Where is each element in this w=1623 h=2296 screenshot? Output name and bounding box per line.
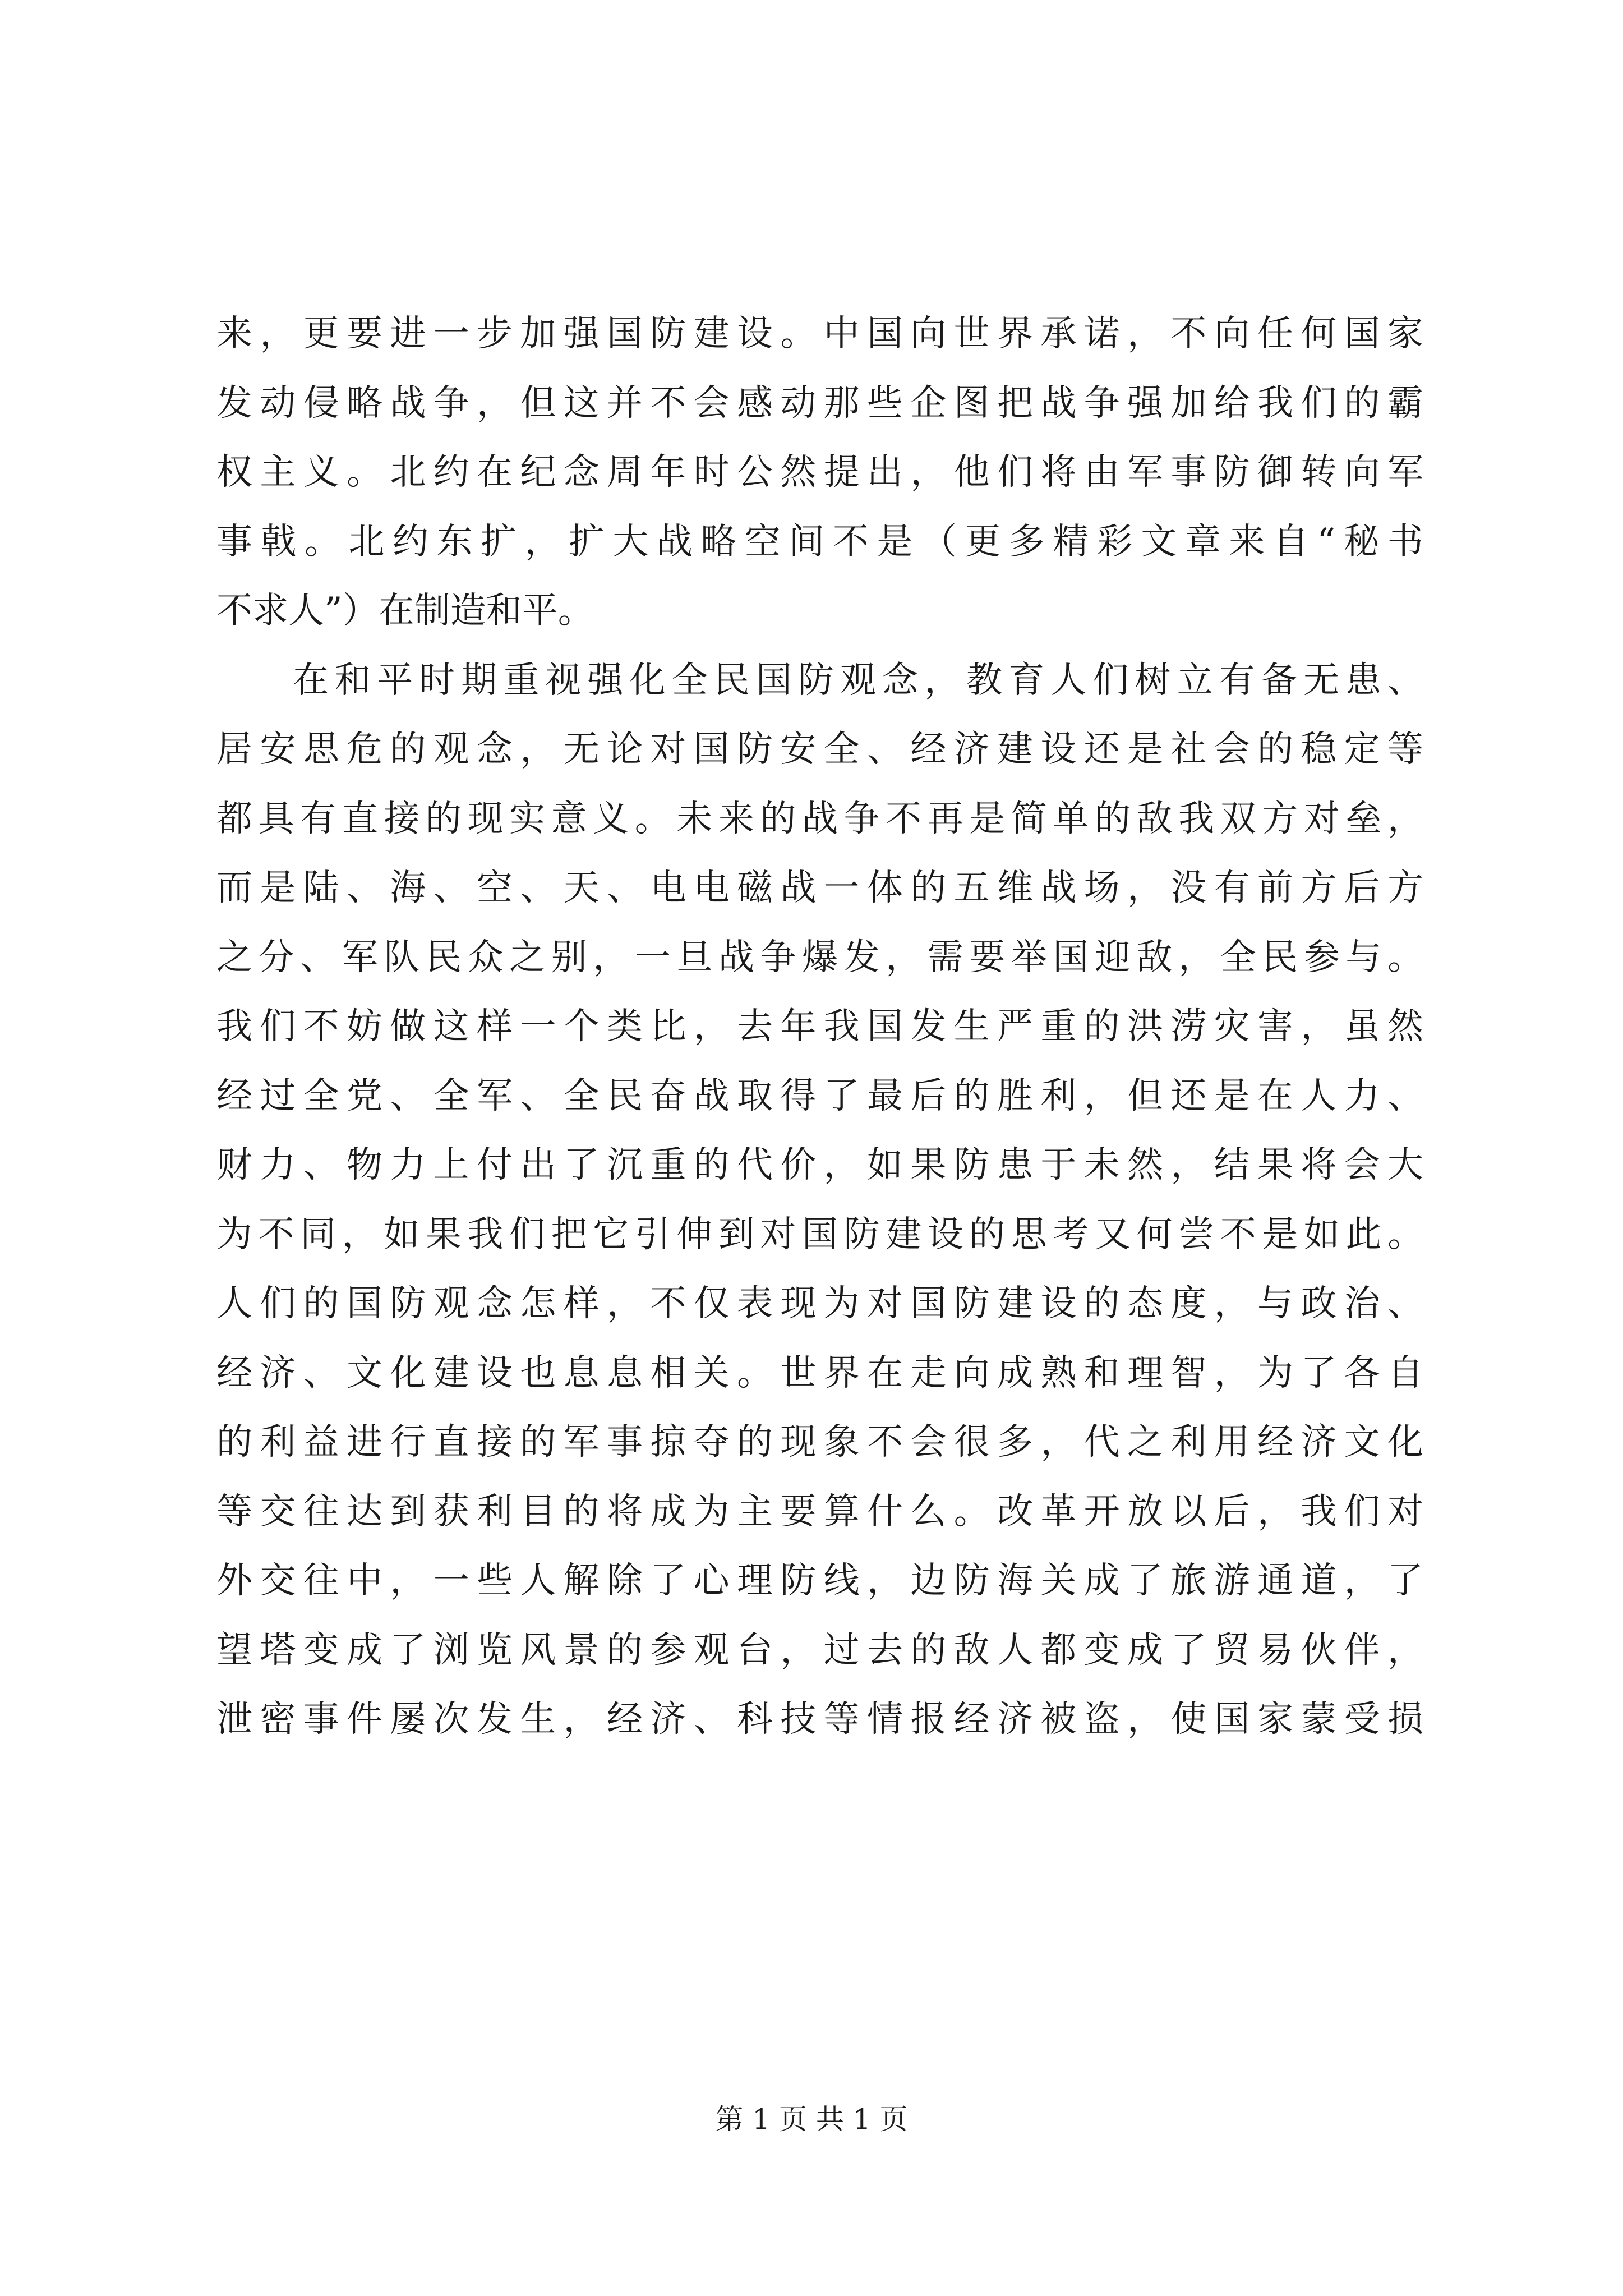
page-footer (0, 2102, 1623, 2136)
text-line: 人们的国防观念怎样，不仅表现为对国防建设的态度，与政治、 (216, 1283, 1423, 1324)
text-line: 都具有直接的现实意义。未来的战争不再是简单的敌我双方对垒， (216, 798, 1423, 840)
text-line: 的利益进行直接的军事掠夺的现象不会很多，代之利用经济文化 (216, 1421, 1423, 1463)
text-line: 望塔变成了浏览风景的参观台，过去的敌人都变成了贸易伙伴， (216, 1629, 1423, 1671)
text-line: 居安思危的观念，无论对国防安全、经济建设还是社会的稳定等 (216, 729, 1423, 770)
body-text (216, 300, 1423, 1755)
text-line: 之分、军队民众之别，一旦战争爆发，需要举国迎敌，全民参与。 (216, 936, 1423, 978)
text-line: 发动侵略战争，但这并不会感动那些企图把战争强加给我们的霸 (216, 382, 1423, 424)
text-line: 外交往中，一些人解除了心理防线，边防海关成了旅游通道，了 (216, 1560, 1423, 1602)
text-line: 来，更要进一步加强国防建设。中国向世界承诺，不向任何国家 (216, 313, 1423, 355)
text-line: 等交往达到获利目的将成为主要算什么。改革开放以后，我们对 (216, 1490, 1423, 1533)
text-line: 不求人”）在制造和平。 (216, 590, 594, 632)
paragraph-first-line: 在和平时期重视强化全民国防观念，教育人们树立有备无患、 (293, 659, 1423, 701)
text-line: 我们不妨做这样一个类比，去年我国发生严重的洪涝灾害，虽然 (216, 1006, 1423, 1047)
text-line: 权主义。北约在纪念周年时公然提出，他们将由军事防御转向军 (216, 452, 1423, 493)
text-line: 事戟。北约东扩，扩大战略空间不是（更多精彩文章来自“秘书 (216, 521, 1423, 563)
text-line: 财力、物力上付出了沉重的代价，如果防患于未然，结果将会大 (216, 1144, 1423, 1186)
text-line: 经济、文化建设也息息相关。世界在走向成熟和理智，为了各自 (216, 1352, 1423, 1394)
page-number-label: 第 1 页 共 1 页 (715, 2103, 908, 2136)
text-line: 泄密事件屡次发生，经济、科技等情报经济被盗，使国家蒙受损 (216, 1699, 1423, 1740)
text-line: 为不同，如果我们把它引伸到对国防建设的思考又何尝不是如此。 (216, 1213, 1423, 1255)
text-line: 而是陆、海、空、天、电电磁战一体的五维战场，没有前方后方 (216, 867, 1423, 909)
text-line: 经过全党、全军、全民奋战取得了最后的胜利，但还是在人力、 (216, 1075, 1423, 1117)
